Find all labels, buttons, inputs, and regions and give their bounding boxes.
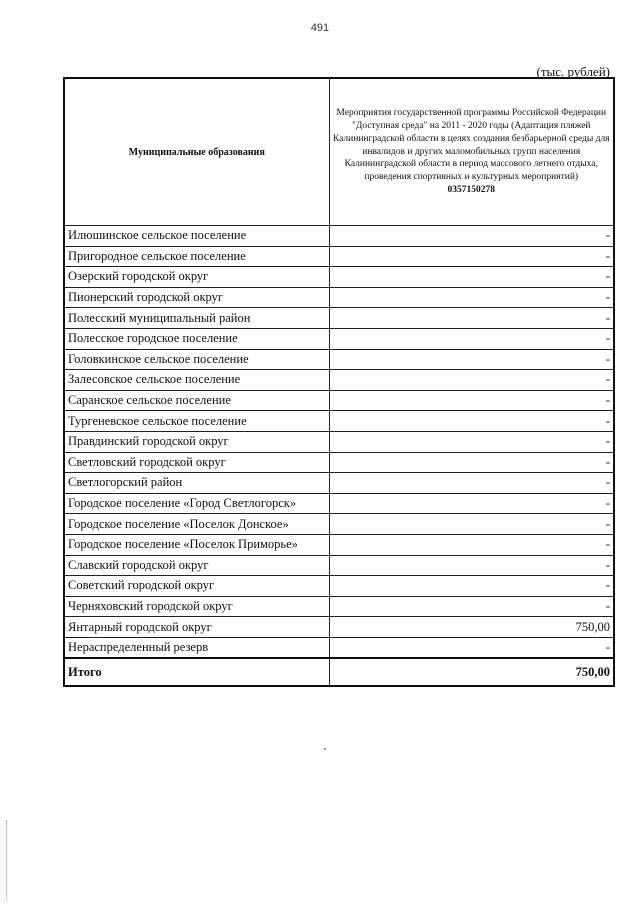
- municipality-name: Городское поселение «Поселок Донское»: [64, 514, 329, 535]
- table-row: [64, 246, 614, 267]
- amount-value: -: [329, 452, 614, 473]
- table-row: [64, 431, 614, 452]
- amount-value: -: [329, 246, 614, 267]
- amount-value: -: [329, 267, 614, 288]
- municipality-name: Саранское сельское поселение: [64, 390, 329, 411]
- amount-value: -: [329, 370, 614, 391]
- amount-value: -: [329, 349, 614, 370]
- amount-value: -: [329, 411, 614, 432]
- municipality-name: Янтарный городской округ: [64, 617, 329, 638]
- municipality-name: Нераспределенный резерв: [64, 637, 329, 658]
- municipality-name: Городское поселение «Город Светлогорск»: [64, 493, 329, 514]
- municipality-name: Черняховский городской округ: [64, 596, 329, 617]
- amount-value: -: [329, 287, 614, 308]
- table-row: [64, 452, 614, 473]
- municipality-name: Советский городской округ: [64, 576, 329, 597]
- amount-value: -: [329, 514, 614, 535]
- table-row: [64, 596, 614, 617]
- total-value: 750,00: [329, 658, 614, 686]
- municipality-name: Тургеневское сельское поселение: [64, 411, 329, 432]
- amount-value: -: [329, 431, 614, 452]
- municipality-name: Светлогорский район: [64, 473, 329, 494]
- municipality-name: Полесское городское поселение: [64, 328, 329, 349]
- table-row: [64, 267, 614, 288]
- table-row: [64, 287, 614, 308]
- scan-edge-mark: [6, 820, 8, 900]
- table-row: [64, 411, 614, 432]
- table-row: [64, 493, 614, 514]
- table-row: [64, 370, 614, 391]
- table-row: [64, 226, 614, 247]
- table-row: [64, 617, 614, 638]
- municipality-name: Светловский городской округ: [64, 452, 329, 473]
- municipality-name: Головкинское сельское поселение: [64, 349, 329, 370]
- amount-value: -: [329, 534, 614, 555]
- table-row: [64, 555, 614, 576]
- municipality-name: Пригородное сельское поселение: [64, 246, 329, 267]
- amount-value: -: [329, 493, 614, 514]
- budget-table: [63, 77, 615, 687]
- table-row: [64, 514, 614, 535]
- amount-value: -: [329, 328, 614, 349]
- municipality-name: Озерский городской округ: [64, 267, 329, 288]
- table-row: [64, 534, 614, 555]
- amount-value: -: [329, 576, 614, 597]
- municipality-name: Илюшинское сельское поселение: [64, 226, 329, 247]
- total-row: [64, 658, 614, 686]
- program-description: Мероприятия государственной программы Российской Федерации "Доступная среда" на 2011 - 2020 годы (Адаптация пляжей Калининградской области в целях создания безбарьерной среды для инвалидов и других маломобильных групп населения Калининградской области в период массового летнего отдыха, проведения спортивных и культурных мероприятий): [332, 108, 610, 183]
- amount-value: -: [329, 555, 614, 576]
- municipality-name: Пионерский городской округ: [64, 287, 329, 308]
- amount-value: -: [329, 596, 614, 617]
- municipality-name: Правдинский городской округ: [64, 431, 329, 452]
- units-label: (тыс. рублей): [536, 64, 610, 79]
- program-code: 0357150278: [447, 185, 495, 196]
- table-row: [64, 349, 614, 370]
- amount-value: -: [329, 308, 614, 329]
- municipality-name: Славский городской округ: [64, 555, 329, 576]
- amount-value: -: [329, 226, 614, 247]
- table-row: [64, 473, 614, 494]
- table-header-row: [64, 78, 614, 226]
- total-label: Итого: [64, 658, 329, 686]
- program-column-header: [329, 78, 614, 226]
- table-row: [64, 328, 614, 349]
- municipality-name: Городское поселение «Поселок Приморье»: [64, 534, 329, 555]
- table-row: [64, 390, 614, 411]
- municipality-name: Полесский муниципальный район: [64, 308, 329, 329]
- page-number: 491: [310, 22, 330, 34]
- amount-value: -: [329, 637, 614, 658]
- municipality-name: Залесовское сельское поселение: [64, 370, 329, 391]
- amount-value: -: [329, 390, 614, 411]
- municipality-column-header: Муниципальные образования: [64, 78, 329, 226]
- amount-value: -: [329, 473, 614, 494]
- table-row: [64, 308, 614, 329]
- table-row: [64, 576, 614, 597]
- amount-value: 750,00: [329, 617, 614, 638]
- table-body: [64, 226, 614, 659]
- scan-speck: [324, 748, 326, 750]
- table-row: [64, 637, 614, 658]
